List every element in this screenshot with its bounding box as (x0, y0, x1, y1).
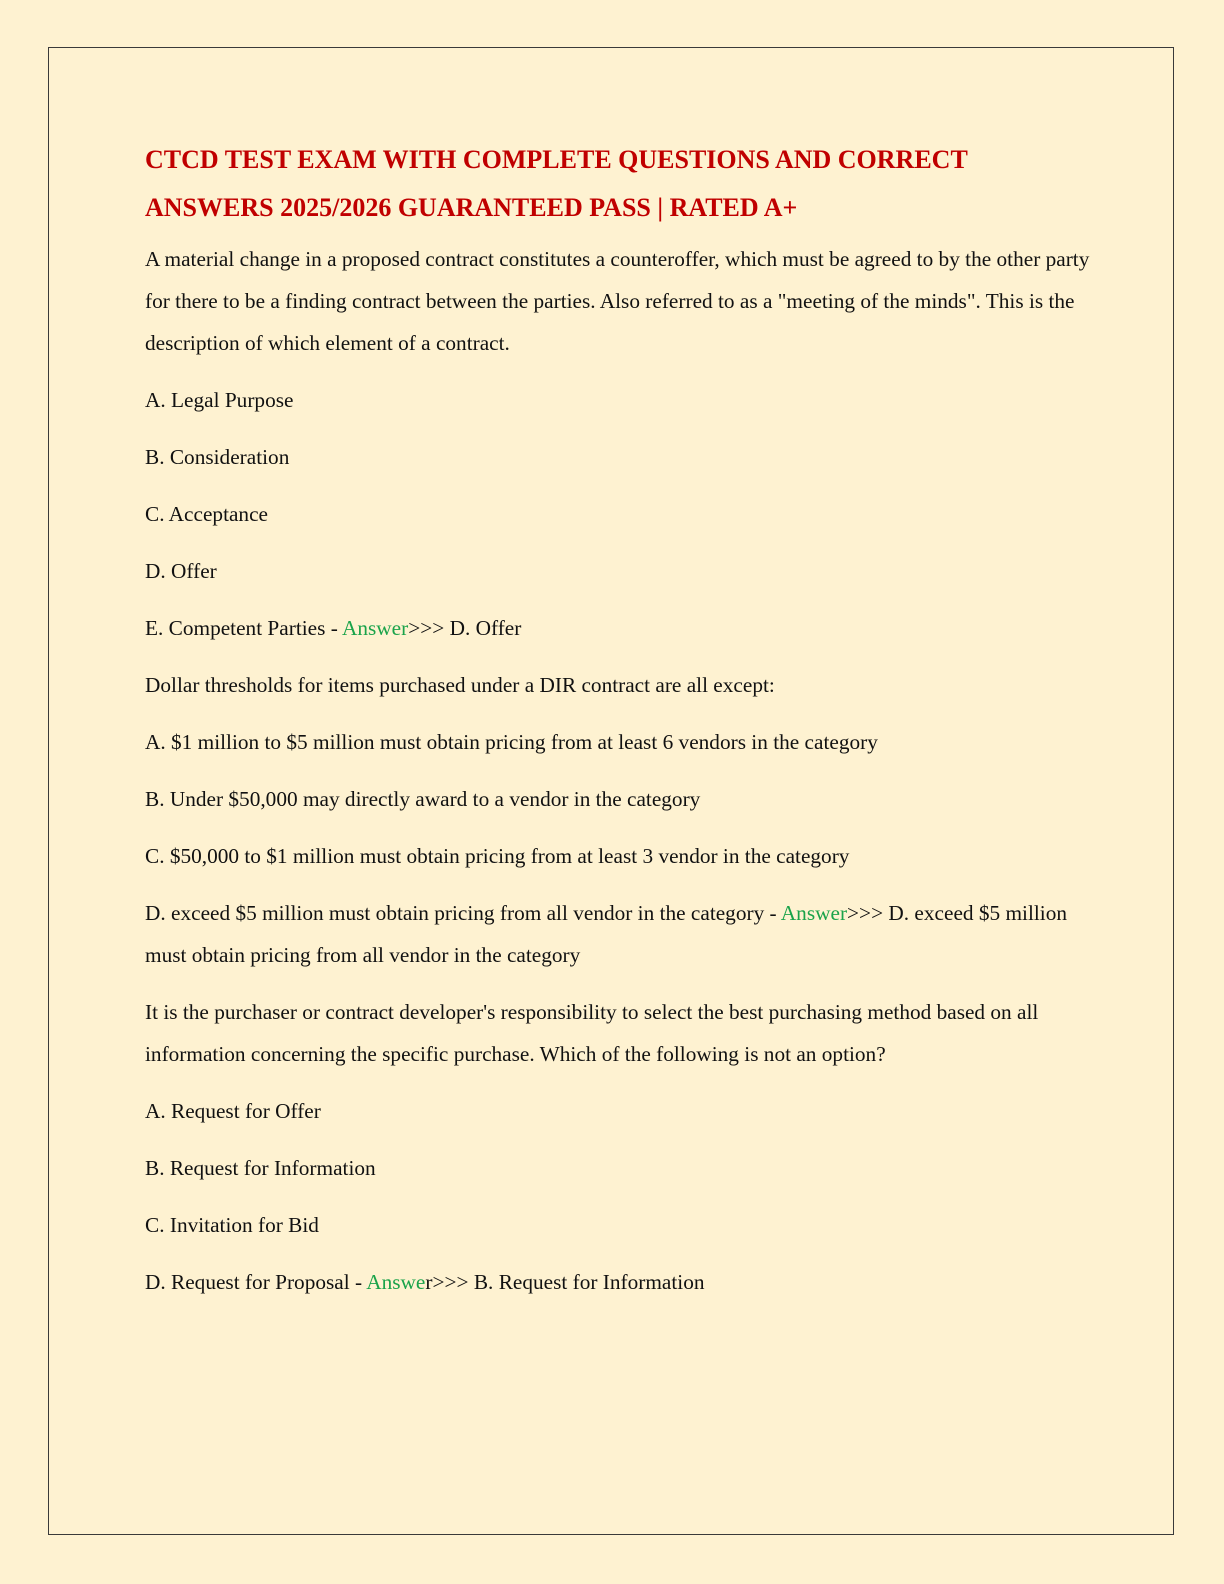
document-title: CTCD TEST EXAM WITH COMPLETE QUESTIONS AND CORRECT ANSWERS 2025/2026 GUARANTEED PASS | RATED A+ (145, 145, 968, 222)
q1-option-b: B. Consideration (145, 445, 290, 469)
question-3-text: It is the purchaser or contract developer's responsibility to select the best purchasing method based on all information concerning the specific purchase. Which of the following is not an option? (145, 1000, 1039, 1066)
q3-option-d-with-answer (145, 1261, 1095, 1303)
q2-option-d: D. exceed $5 million must obtain pricing from all vendor in the category - (145, 901, 781, 925)
question-1-text: A material change in a proposed contract constitutes a counteroffer, which must be agreed to by the other party for there to be a finding contract between the parties. Also referred to as a "meeting of the minds". This is the description of which element of a contract. (145, 247, 1090, 355)
q1-answer-text: >>> D. Offer (408, 616, 522, 640)
q1-option-e: E. Competent Parties - (145, 616, 342, 640)
q1-option-d: D. Offer (145, 559, 217, 583)
q2-answer-text: >>> D. exceed $5 million must obtain pricing from all vendor in the category (145, 901, 1068, 967)
question-2-text: Dollar thresholds for items purchased under a DIR contract are all except: (145, 673, 775, 697)
q3-option-c: C. Invitation for Bid (145, 1213, 319, 1237)
q3-answer-label: Answe (366, 1270, 426, 1294)
q1-option-e-with-answer (145, 607, 1095, 649)
q3-answer-text: r>>> B. Request for Information (425, 1270, 705, 1294)
document-body (145, 136, 1095, 1318)
q2-option-c: C. $50,000 to $1 million must obtain pricing from at least 3 vendor in the category (145, 844, 850, 868)
q2-option-d-with-answer (145, 892, 1095, 976)
q2-option-a: A. $1 million to $5 million must obtain pricing from at least 6 vendors in the category (145, 730, 878, 754)
q2-option-b: B. Under $50,000 may directly award to a vendor in the category (145, 787, 701, 811)
q1-answer-label: Answer (341, 616, 409, 640)
q3-option-b: B. Request for Information (145, 1156, 376, 1180)
q1-option-c: C. Acceptance (145, 502, 268, 526)
q3-option-a: A. Request for Offer (145, 1099, 321, 1123)
q3-option-d: D. Request for Proposal - (145, 1270, 367, 1294)
q2-answer-label: Answer (780, 901, 848, 925)
q1-option-a: A. Legal Purpose (145, 388, 294, 412)
